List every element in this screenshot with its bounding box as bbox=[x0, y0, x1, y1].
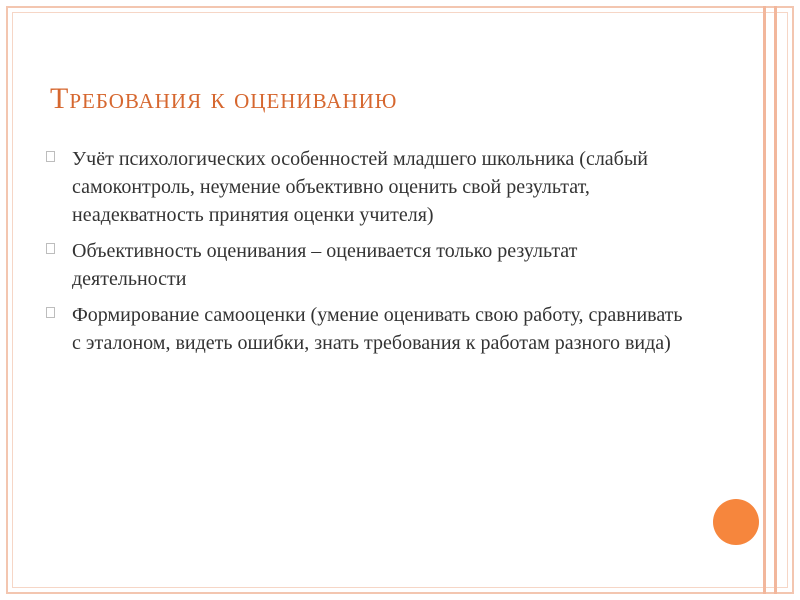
side-decorative-band bbox=[763, 6, 777, 594]
bullet-square-icon bbox=[46, 243, 55, 254]
bullet-item bbox=[46, 301, 686, 357]
decorative-circle bbox=[713, 499, 759, 545]
bullet-square-icon bbox=[46, 307, 55, 318]
bullet-text: Объективность оценивания – оценивается только результат деятельности bbox=[72, 240, 578, 290]
slide-title: Требования к оцениванию bbox=[50, 82, 398, 115]
bullet-item bbox=[46, 237, 686, 293]
bullet-item bbox=[46, 145, 686, 229]
bullet-list bbox=[46, 145, 686, 365]
bullet-text: Учёт психологических особенностей младшего школьника (слабый самоконтроль, неумение объективно оценить свой результат, неадекватность принятия оценки учителя) bbox=[72, 148, 648, 226]
bullet-text: Формирование самооценки (умение оценивать свою работу, сравнивать с эталоном, видеть ошибки, знать требования к работам разного вида) bbox=[72, 304, 683, 354]
bullet-square-icon bbox=[46, 151, 55, 162]
